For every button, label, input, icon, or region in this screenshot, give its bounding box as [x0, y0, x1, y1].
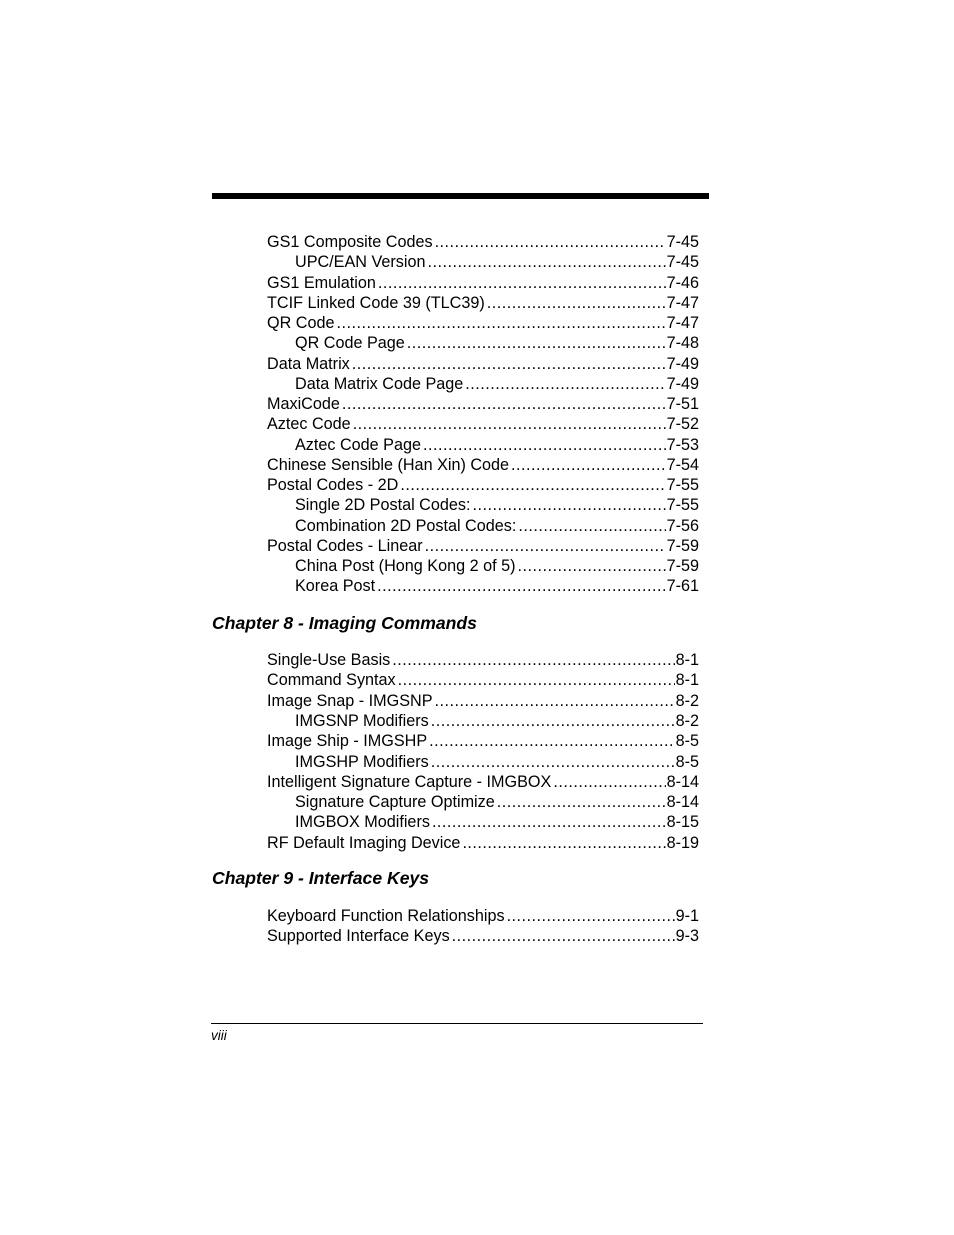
toc-entry[interactable] [295, 792, 699, 812]
toc-entry[interactable] [267, 313, 699, 333]
toc-entry-page: 7-47 [666, 293, 699, 312]
toc-entry-page: 7-59 [666, 536, 699, 555]
toc-entry[interactable] [295, 711, 699, 731]
toc-entry-title: Data Matrix [267, 354, 350, 373]
toc-entry-title: Image Snap - IMGSNP [267, 691, 433, 710]
toc-entry-page: 8-1 [675, 671, 699, 690]
toc-entry-page: 9-1 [675, 907, 699, 925]
dot-leader [407, 333, 666, 353]
dot-leader [429, 731, 674, 751]
toc-entry[interactable] [267, 650, 699, 670]
dot-leader [427, 252, 665, 272]
toc-entry-title: Data Matrix Code Page [295, 374, 464, 393]
toc-entry-title: GS1 Composite Codes [267, 233, 433, 251]
toc-entry-title: China Post (Hong Kong 2 of 5) [295, 557, 516, 575]
toc-entry-page: 7-53 [666, 435, 699, 454]
toc-entry-page: 7-59 [666, 557, 699, 575]
toc-entry[interactable] [267, 475, 699, 495]
dot-leader [353, 414, 666, 434]
toc-entry-title: IMGSNP Modifiers [295, 711, 429, 730]
toc-entry-title: RF Default Imaging Device [267, 833, 461, 852]
toc-entry-title: Postal Codes - Linear [267, 536, 423, 555]
toc-entry-title: MaxiCode [267, 395, 340, 413]
toc-entry[interactable] [295, 435, 699, 455]
toc-entry-page: 7-49 [666, 374, 699, 393]
dot-leader [392, 650, 674, 670]
dot-leader [398, 670, 675, 690]
toc-entry[interactable] [267, 293, 699, 313]
toc-entry-title: Combination 2D Postal Codes: [295, 516, 517, 535]
dot-leader [435, 232, 666, 252]
toc-entry-page: 7-45 [666, 233, 699, 251]
toc-entry-title: QR Code [267, 314, 335, 332]
dot-leader [431, 711, 675, 731]
toc-entry-title: Command Syntax [267, 671, 396, 690]
toc-entry-page: 8-2 [675, 691, 699, 710]
toc-entry[interactable] [295, 812, 699, 832]
toc-entry-page: 8-14 [666, 793, 699, 812]
toc-entry-page: 7-51 [666, 395, 699, 413]
header-rule [212, 193, 709, 199]
page-number: viii [211, 1028, 227, 1043]
toc-entry-title: Signature Capture Optimize [295, 793, 495, 812]
dot-leader [452, 926, 675, 946]
dot-leader [511, 455, 666, 475]
dot-leader [465, 374, 665, 394]
chapter-8-heading: Chapter 8 - Imaging Commands [212, 613, 477, 633]
dot-leader [378, 273, 666, 293]
dot-leader [431, 752, 675, 772]
toc-entry-title: Postal Codes - 2D [267, 476, 399, 494]
dot-leader [487, 293, 666, 313]
toc-entry[interactable] [295, 333, 699, 353]
dot-leader [352, 354, 666, 374]
toc-entry-page: 8-5 [675, 732, 699, 751]
toc-entry-title: Single-Use Basis [267, 651, 391, 669]
toc-entry-page: 7-47 [666, 314, 699, 332]
toc-entry-title: IMGSHP Modifiers [295, 752, 429, 771]
toc-entry[interactable] [267, 455, 699, 475]
toc-entry[interactable] [267, 833, 699, 853]
toc-entry[interactable] [267, 394, 699, 414]
dot-leader [507, 906, 675, 926]
dot-leader [462, 833, 665, 853]
toc-entry-title: Korea Post [295, 577, 376, 596]
footer-rule [211, 1023, 703, 1024]
toc-entry-page: 8-1 [675, 651, 699, 669]
toc-entry-page: 7-48 [666, 334, 699, 353]
toc-entry[interactable] [267, 414, 699, 434]
dot-leader [472, 495, 665, 515]
toc-entry-title: QR Code Page [295, 334, 405, 353]
toc-entry[interactable] [295, 752, 699, 772]
dot-leader [425, 536, 666, 556]
toc-entry-title: TCIF Linked Code 39 (TLC39) [267, 293, 485, 312]
toc-entry-title: Aztec Code Page [295, 435, 421, 454]
toc-entry[interactable] [295, 374, 699, 394]
dot-leader [336, 313, 665, 333]
toc-entry-page: 8-2 [675, 711, 699, 730]
toc-entry-page: 7-52 [666, 415, 699, 434]
dot-leader [497, 792, 666, 812]
toc-entry[interactable] [267, 273, 699, 293]
toc-entry-page: 7-45 [666, 253, 699, 272]
toc-entry-page: 8-5 [675, 752, 699, 771]
toc-entry[interactable] [295, 576, 699, 596]
toc-entry-page: 7-55 [666, 496, 699, 515]
dot-leader [518, 516, 665, 536]
toc-entry-title: UPC/EAN Version [295, 253, 426, 272]
toc-entry-page: 7-55 [666, 476, 699, 494]
toc-entry-title: Intelligent Signature Capture - IMGBOX [267, 772, 552, 791]
toc-entry-title: Keyboard Function Relationships [267, 907, 505, 925]
toc-entry[interactable] [267, 536, 699, 556]
toc-entry-title: Image Ship - IMGSHP [267, 732, 428, 751]
toc-entry-title: Chinese Sensible (Han Xin) Code [267, 455, 510, 474]
dot-leader [400, 475, 665, 495]
toc-entry[interactable] [267, 731, 699, 751]
toc-entry-page: 8-19 [666, 833, 699, 852]
dot-leader [377, 576, 666, 596]
toc-entry-page: 7-46 [666, 273, 699, 292]
toc-entry-page: 7-61 [666, 577, 699, 596]
toc-entry-title: IMGBOX Modifiers [295, 813, 430, 832]
toc-entry[interactable] [295, 495, 699, 515]
toc-entry-page: 7-54 [666, 455, 699, 474]
toc-entry[interactable] [267, 772, 699, 792]
toc-entry-page: 8-14 [666, 772, 699, 791]
toc-entry-page: 7-49 [666, 354, 699, 373]
toc-entry-title: Single 2D Postal Codes: [295, 496, 471, 515]
toc-entry-page: 9-3 [675, 927, 699, 946]
toc-entry[interactable] [295, 252, 699, 272]
toc-entry-page: 8-15 [666, 813, 699, 832]
chapter-9-heading: Chapter 9 - Interface Keys [212, 868, 430, 888]
toc-entry[interactable] [267, 232, 699, 252]
dot-leader [432, 812, 666, 832]
dot-leader [423, 435, 666, 455]
toc-entry-title: GS1 Emulation [267, 273, 376, 292]
toc-entry[interactable] [267, 691, 699, 711]
toc-entry[interactable] [267, 926, 699, 946]
toc-entry-title: Supported Interface Keys [267, 927, 450, 946]
dot-leader [342, 394, 666, 414]
dot-leader [435, 691, 675, 711]
toc-entry-page: 7-56 [666, 516, 699, 535]
toc-entry[interactable] [295, 556, 699, 576]
toc-entry-title: Aztec Code [267, 415, 351, 434]
dot-leader [517, 556, 665, 576]
toc-entry[interactable] [267, 670, 699, 690]
dot-leader [553, 772, 665, 792]
toc-entry[interactable] [295, 516, 699, 536]
toc-entry[interactable] [267, 906, 699, 926]
toc-entry[interactable] [267, 354, 699, 374]
